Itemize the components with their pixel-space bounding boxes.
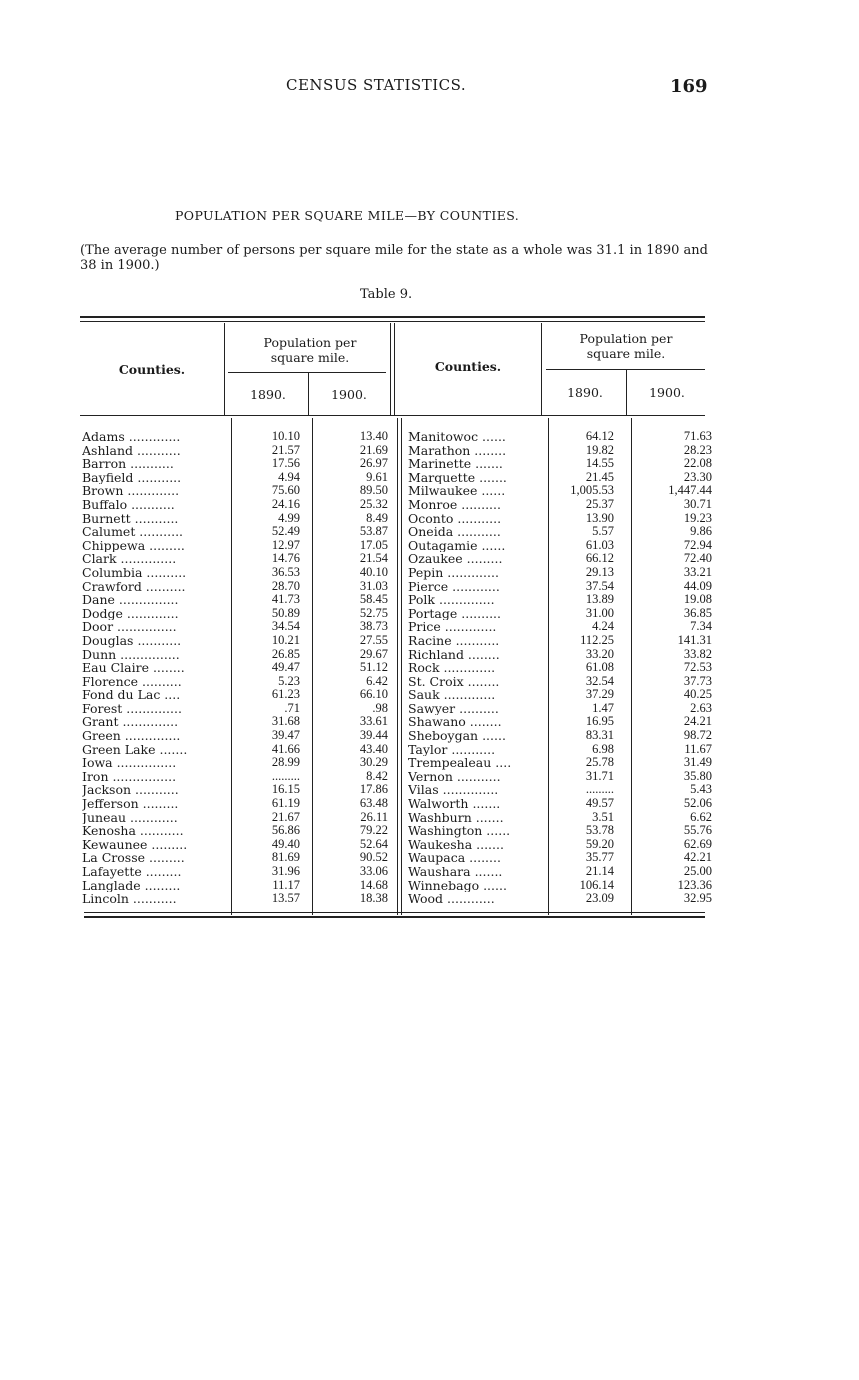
density-1890: 13.90 bbox=[585, 510, 614, 525]
density-1900: 17.05 bbox=[359, 537, 388, 552]
county-name: Portage .......... bbox=[408, 606, 501, 621]
county-name: Langlade ......... bbox=[82, 878, 181, 893]
county-name: Adams ............. bbox=[82, 430, 181, 444]
county-name: Waukesha ....... bbox=[408, 837, 504, 852]
density-1890: 61.08 bbox=[585, 660, 614, 675]
density-1900: 1,447.44 bbox=[668, 483, 712, 498]
density-1890: 31.96 bbox=[271, 864, 300, 878]
density-1890: 16.95 bbox=[585, 714, 614, 729]
header-divider bbox=[308, 373, 309, 415]
county-name: Outagamie ...... bbox=[408, 538, 506, 553]
county-name: Clark .............. bbox=[82, 552, 177, 566]
density-1900: 26.11 bbox=[360, 809, 388, 824]
density-1890: 23.09 bbox=[585, 891, 614, 906]
county-name: Waupaca ........ bbox=[408, 851, 501, 865]
density-1890: 10.21 bbox=[271, 632, 300, 647]
density-1900: 79.22 bbox=[359, 823, 388, 838]
county-name: Ashland ........... bbox=[82, 443, 181, 458]
table-note: (The average number of persons per square mile for the state as a whole was 31.1 in 1890 and 38 in 1900.) bbox=[80, 243, 708, 273]
county-name: Green .............. bbox=[82, 729, 181, 743]
density-1890: 4.94 bbox=[278, 469, 300, 484]
density-1890: 31.00 bbox=[585, 605, 614, 620]
county-name: Monroe .......... bbox=[408, 497, 501, 512]
county-name: Polk .............. bbox=[408, 593, 495, 607]
density-1900: 63.48 bbox=[359, 796, 388, 811]
top-rule-2 bbox=[80, 321, 705, 322]
density-1900: 25.00 bbox=[683, 864, 712, 878]
county-name: Sawyer .......... bbox=[408, 701, 499, 716]
density-1900: 72.53 bbox=[683, 660, 712, 675]
header-subrule bbox=[546, 369, 705, 370]
county-name: Fond du Lac .... bbox=[82, 688, 181, 702]
density-1900: 123.36 bbox=[677, 877, 712, 892]
density-1890: 4.24 bbox=[592, 619, 614, 634]
density-1900: 38.73 bbox=[359, 619, 388, 634]
page-number: 169 bbox=[670, 76, 708, 97]
density-1900: 33.21 bbox=[683, 564, 712, 579]
density-1890: 25.78 bbox=[585, 755, 614, 770]
density-1900: 72.94 bbox=[683, 537, 712, 552]
county-name: Iowa ............... bbox=[82, 756, 177, 770]
density-1900: 33.82 bbox=[683, 646, 712, 661]
density-1900: 22.08 bbox=[683, 456, 712, 471]
density-1890: 3.51 bbox=[592, 809, 614, 824]
density-1900: 14.68 bbox=[359, 877, 388, 892]
density-1890: 13.89 bbox=[585, 592, 614, 607]
density-1900: 30.29 bbox=[359, 755, 388, 770]
left-values-1900 bbox=[316, 430, 388, 906]
county-name: Trempealeau .... bbox=[408, 756, 512, 770]
density-1890: 10.10 bbox=[271, 429, 300, 443]
county-name: Dodge ............. bbox=[82, 606, 179, 621]
density-1900: 31.49 bbox=[683, 755, 712, 770]
right-values-1890 bbox=[552, 430, 614, 906]
density-1890: 36.53 bbox=[271, 564, 300, 579]
county-name: Burnett ........... bbox=[82, 511, 179, 526]
county-name: Crawford .......... bbox=[82, 579, 186, 594]
top-rule bbox=[80, 316, 705, 318]
density-1900: 13.40 bbox=[359, 429, 388, 443]
density-1890: 61.23 bbox=[271, 687, 300, 702]
density-1890: 21.14 bbox=[585, 864, 614, 878]
county-name: Door ............... bbox=[82, 620, 177, 634]
density-1900: 2.63 bbox=[690, 700, 712, 715]
county-name: Lafayette ......... bbox=[82, 865, 182, 879]
density-1890: 49.57 bbox=[585, 796, 614, 811]
density-1890: 13.57 bbox=[271, 891, 300, 906]
density-1900: 17.86 bbox=[359, 782, 388, 797]
body-divider bbox=[312, 418, 313, 915]
density-1900: 53.87 bbox=[359, 524, 388, 539]
density-1900: 6.62 bbox=[690, 809, 712, 824]
density-1900: 19.23 bbox=[683, 510, 712, 525]
density-1900: 66.10 bbox=[359, 687, 388, 702]
density-1890: 5.23 bbox=[278, 673, 300, 688]
density-1900: 27.55 bbox=[359, 632, 388, 647]
density-1890: 49.47 bbox=[271, 660, 300, 675]
density-1890: 83.31 bbox=[585, 728, 614, 743]
density-1890: 39.47 bbox=[271, 728, 300, 743]
bottom-rule bbox=[84, 912, 705, 913]
county-name: Sauk ............. bbox=[408, 688, 496, 702]
density-1890: 21.57 bbox=[271, 442, 300, 457]
density-1890: 41.73 bbox=[271, 592, 300, 607]
density-1900: 35.80 bbox=[683, 768, 712, 783]
county-name: Green Lake ....... bbox=[82, 742, 188, 757]
density-1900: 33.61 bbox=[359, 714, 388, 729]
density-1900: 7.34 bbox=[690, 619, 712, 634]
density-1890: 11.17 bbox=[272, 877, 300, 892]
county-name: Vernon ........... bbox=[408, 769, 501, 784]
density-1890: 19.82 bbox=[585, 442, 614, 457]
header-divider bbox=[541, 323, 542, 415]
county-name: Manitowoc ...... bbox=[408, 430, 506, 444]
header-population-left: Population per square mile. bbox=[263, 335, 357, 365]
density-1890: 61.19 bbox=[271, 796, 300, 811]
county-name: Walworth ....... bbox=[408, 797, 501, 811]
density-1900: 52.06 bbox=[683, 796, 712, 811]
left-county-names bbox=[82, 430, 228, 906]
density-1890: 112.25 bbox=[580, 632, 614, 647]
bottom-rule-2 bbox=[84, 916, 705, 918]
county-name: Marathon ........ bbox=[408, 443, 507, 458]
density-1900: 31.03 bbox=[359, 578, 388, 593]
density-1890: 16.15 bbox=[271, 782, 300, 797]
density-1900: 24.21 bbox=[683, 714, 712, 729]
density-1890: 106.14 bbox=[579, 877, 614, 892]
density-1890: 37.54 bbox=[585, 578, 614, 593]
county-name: Vilas .............. bbox=[408, 783, 499, 798]
density-1890: ......... bbox=[271, 768, 300, 783]
county-name: Dane ............... bbox=[82, 593, 179, 607]
density-1900: 43.40 bbox=[359, 741, 388, 756]
county-name: Winnebago ...... bbox=[408, 878, 507, 893]
body-divider bbox=[401, 418, 402, 915]
county-name: Barron ........... bbox=[82, 457, 174, 471]
county-name: Chippewa ......... bbox=[82, 538, 185, 553]
density-1900: 37.73 bbox=[683, 673, 712, 688]
county-name: Bayfield ........... bbox=[82, 470, 182, 485]
density-1890: 24.16 bbox=[271, 496, 300, 511]
county-name: St. Croix ........ bbox=[408, 674, 500, 689]
density-1900: 9.61 bbox=[366, 469, 388, 484]
county-name: Forest .............. bbox=[82, 701, 182, 716]
density-1890: 4.99 bbox=[278, 510, 300, 525]
density-1890: 41.66 bbox=[271, 741, 300, 756]
density-1890: 31.68 bbox=[271, 714, 300, 729]
density-1890: 49.40 bbox=[271, 836, 300, 851]
header-counties-left: Counties. bbox=[118, 362, 186, 377]
county-name: Jefferson ......... bbox=[82, 797, 179, 811]
county-name: Washburn ....... bbox=[408, 810, 504, 825]
density-1890: 14.55 bbox=[585, 456, 614, 471]
density-1900: 72.40 bbox=[683, 551, 712, 566]
county-name: Columbia .......... bbox=[82, 565, 187, 580]
left-values-1890 bbox=[236, 430, 300, 906]
header-1890-left: 1890. bbox=[250, 387, 286, 402]
county-name: Pepin ............. bbox=[408, 565, 499, 580]
density-1900: 23.30 bbox=[683, 469, 712, 484]
density-1890: 17.56 bbox=[271, 456, 300, 471]
density-1890: .71 bbox=[284, 700, 300, 715]
county-name: Pierce ............ bbox=[408, 579, 500, 594]
density-1890: 14.76 bbox=[271, 551, 300, 566]
density-1890: 6.98 bbox=[592, 741, 614, 756]
county-name: Washington ...... bbox=[408, 824, 511, 838]
density-1900: 25.32 bbox=[359, 496, 388, 511]
density-1900: 62.69 bbox=[683, 836, 712, 851]
county-name: Rock ............. bbox=[408, 661, 496, 675]
density-1900: 11.67 bbox=[684, 741, 712, 756]
density-1890: 35.77 bbox=[585, 850, 614, 865]
density-1890: 59.20 bbox=[585, 836, 614, 851]
county-name: Jackson ........... bbox=[82, 783, 179, 798]
right-county-names bbox=[408, 430, 546, 906]
county-name: Juneau ............ bbox=[82, 810, 178, 825]
county-name: La Crosse ......... bbox=[82, 851, 185, 865]
density-1900: 51.12 bbox=[359, 660, 388, 675]
county-name: Dunn ............... bbox=[82, 647, 180, 662]
density-1900: 9.86 bbox=[690, 524, 712, 539]
density-1890: 66.12 bbox=[585, 551, 614, 566]
header-1890-right: 1890. bbox=[567, 385, 603, 400]
density-1890: 56.86 bbox=[271, 823, 300, 838]
county-name: Milwaukee ...... bbox=[408, 484, 506, 498]
density-1890: 1,005.53 bbox=[570, 483, 614, 498]
county-name: Ozaukee ......... bbox=[408, 552, 503, 566]
density-1900: 26.97 bbox=[359, 456, 388, 471]
body-divider bbox=[548, 418, 549, 915]
county-name: Lincoln ........... bbox=[82, 892, 177, 906]
header-divider bbox=[224, 323, 225, 415]
body-divider bbox=[631, 418, 632, 915]
density-1900: 21.54 bbox=[359, 551, 388, 566]
density-1900: 58.45 bbox=[359, 592, 388, 607]
header-divider bbox=[390, 323, 391, 415]
density-1900: 39.44 bbox=[359, 728, 388, 743]
density-1890: ......... bbox=[585, 782, 614, 797]
density-1900: 90.52 bbox=[359, 850, 388, 865]
density-1890: 81.69 bbox=[271, 850, 300, 865]
header-population-right: Population per square mile. bbox=[579, 331, 673, 361]
county-name: Calumet ........... bbox=[82, 525, 184, 539]
running-head: CENSUS STATISTICS. bbox=[286, 76, 467, 94]
density-1900: 5.43 bbox=[690, 782, 712, 797]
density-1900: 32.95 bbox=[683, 891, 712, 906]
county-name: Price ............. bbox=[408, 620, 497, 634]
density-1890: 33.20 bbox=[585, 646, 614, 661]
header-divider bbox=[626, 370, 627, 415]
density-1900: 55.76 bbox=[683, 823, 712, 838]
density-1900: 28.23 bbox=[683, 442, 712, 457]
density-1890: 61.03 bbox=[585, 537, 614, 552]
right-values-1900 bbox=[636, 430, 712, 906]
density-1890: 50.89 bbox=[271, 605, 300, 620]
county-name: Kewaunee ......... bbox=[82, 837, 188, 852]
density-1900: 6.42 bbox=[366, 673, 388, 688]
county-name: Wood ............ bbox=[408, 892, 495, 906]
county-name: Iron ................ bbox=[82, 769, 177, 784]
county-name: Sheboygan ...... bbox=[408, 729, 506, 743]
table-title: POPULATION PER SQUARE MILE—BY COUNTIES. bbox=[175, 208, 520, 223]
header-counties-right: Counties. bbox=[434, 359, 502, 374]
county-name: Marinette ....... bbox=[408, 457, 503, 471]
density-1900: 42.21 bbox=[683, 850, 712, 865]
density-1890: 28.70 bbox=[271, 578, 300, 593]
density-1900: 52.75 bbox=[359, 605, 388, 620]
table-label: Table 9. bbox=[360, 287, 413, 302]
header-1900-right: 1900. bbox=[649, 385, 685, 400]
county-name: Marquette ....... bbox=[408, 470, 507, 485]
county-name: Oneida ........... bbox=[408, 525, 501, 539]
density-1900: 40.25 bbox=[683, 687, 712, 702]
header-bottom-rule bbox=[80, 415, 705, 416]
density-1900: 21.69 bbox=[359, 442, 388, 457]
county-name: Oconto ........... bbox=[408, 511, 502, 526]
county-name: Racine ........... bbox=[408, 633, 500, 648]
county-name: Taylor ........... bbox=[408, 742, 496, 757]
density-1890: 25.37 bbox=[585, 496, 614, 511]
county-name: Grant .............. bbox=[82, 715, 179, 730]
density-1890: 52.49 bbox=[271, 524, 300, 539]
density-1900: 89.50 bbox=[359, 483, 388, 498]
density-1900: 33.06 bbox=[359, 864, 388, 878]
density-1900: .98 bbox=[372, 700, 388, 715]
density-1900: 8.42 bbox=[366, 768, 388, 783]
density-1900: 30.71 bbox=[683, 496, 712, 511]
density-1900: 71.63 bbox=[683, 429, 712, 443]
density-1900: 19.08 bbox=[683, 592, 712, 607]
density-1890: 26.85 bbox=[271, 646, 300, 661]
density-1890: 29.13 bbox=[585, 564, 614, 579]
density-1890: 37.29 bbox=[585, 687, 614, 702]
county-name: Douglas ........... bbox=[82, 633, 182, 648]
county-name: Buffalo ........... bbox=[82, 497, 175, 512]
body-divider bbox=[231, 418, 232, 915]
density-1890: 32.54 bbox=[585, 673, 614, 688]
header-divider bbox=[394, 323, 395, 415]
density-1890: 75.60 bbox=[271, 483, 300, 498]
county-name: Kenosha ........... bbox=[82, 824, 184, 838]
density-1900: 141.31 bbox=[677, 632, 712, 647]
county-name: Brown ............. bbox=[82, 484, 180, 498]
density-1900: 52.64 bbox=[359, 836, 388, 851]
header-subrule bbox=[228, 372, 386, 373]
county-name: Eau Claire ........ bbox=[82, 661, 185, 675]
county-name: Florence .......... bbox=[82, 674, 182, 689]
density-1900: 18.38 bbox=[359, 891, 388, 906]
density-1890: 21.67 bbox=[271, 809, 300, 824]
density-1890: 34.54 bbox=[271, 619, 300, 634]
density-1890: 28.99 bbox=[271, 755, 300, 770]
density-1890: 5.57 bbox=[592, 524, 614, 539]
density-1900: 40.10 bbox=[359, 564, 388, 579]
density-1890: 21.45 bbox=[585, 469, 614, 484]
body-divider bbox=[397, 418, 398, 915]
county-name: Waushara ....... bbox=[408, 865, 503, 879]
county-name: Shawano ........ bbox=[408, 715, 502, 730]
density-1890: 64.12 bbox=[585, 429, 614, 443]
header-1900-left: 1900. bbox=[331, 387, 367, 402]
density-1890: 31.71 bbox=[585, 768, 614, 783]
density-1900: 8.49 bbox=[366, 510, 388, 525]
county-name: Richland ........ bbox=[408, 647, 500, 662]
density-1900: 36.85 bbox=[683, 605, 712, 620]
density-1900: 98.72 bbox=[683, 728, 712, 743]
density-1890: 53.78 bbox=[585, 823, 614, 838]
density-1900: 44.09 bbox=[683, 578, 712, 593]
density-1900: 29.67 bbox=[359, 646, 388, 661]
density-1890: 12.97 bbox=[271, 537, 300, 552]
density-1890: 1.47 bbox=[592, 700, 614, 715]
